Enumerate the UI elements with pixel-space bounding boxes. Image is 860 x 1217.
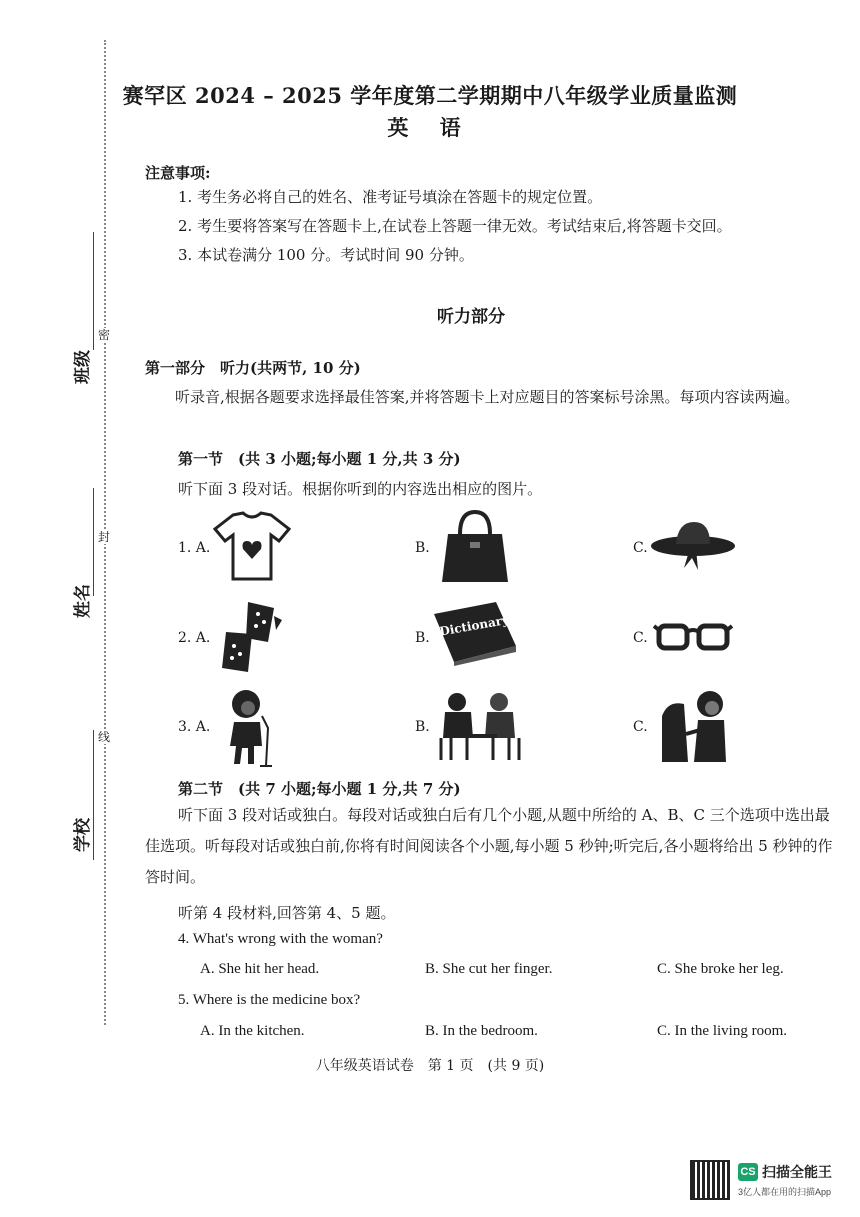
q3-b-label: B. [415, 719, 430, 735]
q4-option-b: B. She cut her finger. [425, 961, 553, 977]
q5-option-a: A. In the kitchen. [200, 1023, 305, 1039]
notes-heading: 注意事项: [145, 164, 211, 182]
note-item: 1. 考生务必将自己的姓名、准考证号填涂在答题卡的规定位置。 [178, 188, 603, 206]
note-item: 2. 考生要将答案写在答题卡上,在试卷上答题一律无效。考试结束后,将答题卡交回。 [178, 217, 732, 235]
mittens-icon [218, 598, 284, 676]
glasses-icon [653, 620, 733, 654]
q1-b-label: B. [415, 540, 430, 556]
part1-instructions: 听录音,根据各题要求选择最佳答案,并将答题卡上对应题目的答案标号涂黑。每项内容读两遍。 [175, 388, 800, 406]
q2-b-label: B. [415, 630, 430, 646]
q4-option-a: A. She hit her head. [200, 961, 320, 977]
dictionary-icon [432, 600, 518, 666]
question-5: 5. Where is the medicine box? [178, 992, 361, 1008]
subject-title: 英 语 [387, 115, 473, 140]
q2-a-label: 2. A. [178, 630, 211, 646]
scanner-tagline: 3亿人都在用的扫描App [738, 1187, 832, 1197]
section2-title: 第二节 (共 7 小题;每小题 1 分,共 7 分) [178, 780, 461, 798]
q1-c-label: C. [633, 540, 648, 556]
q3-a-label: 3. A. [178, 719, 211, 735]
school-blank-line [93, 730, 94, 860]
q5-option-c: C. In the living room. [657, 1023, 787, 1039]
cs-logo-icon: CS [738, 1163, 758, 1181]
seal-mi: 密 [98, 328, 111, 342]
name-label: 姓名 [73, 584, 93, 618]
q5-option-b: B. In the bedroom. [425, 1023, 538, 1039]
hat-icon [650, 518, 736, 572]
pianist-icon [660, 686, 730, 764]
exam-title: 赛罕区 2024 – 2025 学年度第二学期期中八年级学业质量监测 [122, 83, 738, 108]
q3-c-label: C. [633, 719, 648, 735]
seal-xian: 线 [98, 730, 111, 744]
handbag-icon [440, 508, 510, 584]
page-footer: 八年级英语试卷 第 1 页 (共 9 页) [315, 1058, 545, 1074]
question-4: 4. What's wrong with the woman? [178, 931, 383, 947]
seal-feng: 封 [98, 530, 111, 544]
scanner-watermark [690, 1160, 850, 1205]
class-label: 班级 [73, 350, 93, 384]
name-blank-line [93, 488, 94, 596]
section1-title: 第一节 (共 3 小题;每小题 1 分,共 3 分) [178, 450, 461, 468]
class-blank-line [93, 232, 94, 350]
q1-a-label: 1. A. [178, 540, 211, 556]
section1-instructions: 听下面 3 段对话。根据你听到的内容选出相应的图片。 [178, 480, 543, 498]
qr-code-icon [690, 1160, 730, 1200]
school-label: 学校 [73, 818, 93, 852]
material-4-instruction: 听第 4 段材料,回答第 4、5 题。 [178, 904, 396, 922]
singer-icon [222, 688, 278, 768]
dictionary-word: Dictionary [438, 612, 510, 639]
q2-c-label: C. [633, 630, 648, 646]
scanner-app-name: 扫描全能王 [762, 1164, 832, 1180]
meeting-icon [437, 690, 523, 762]
section2-instructions: 听下面 3 段对话或独白。每段对话或独白后有几个小题,从题中所给的 A、B、C 三个选项中选出最佳选项。听每段对话或独白前,你将有时间阅读各个小题,每小题 5 秒钟;听完后,各小题将给出 5 秒钟的作答时间。 [145, 806, 833, 886]
part1-title: 第一部分 听力(共两节, 10 分) [145, 359, 361, 377]
tshirt-icon [213, 511, 291, 581]
section-title: 听力部分 [437, 307, 505, 327]
note-item: 3. 本试卷满分 100 分。考试时间 90 分钟。 [178, 246, 474, 264]
q4-option-c: C. She broke her leg. [657, 961, 784, 977]
